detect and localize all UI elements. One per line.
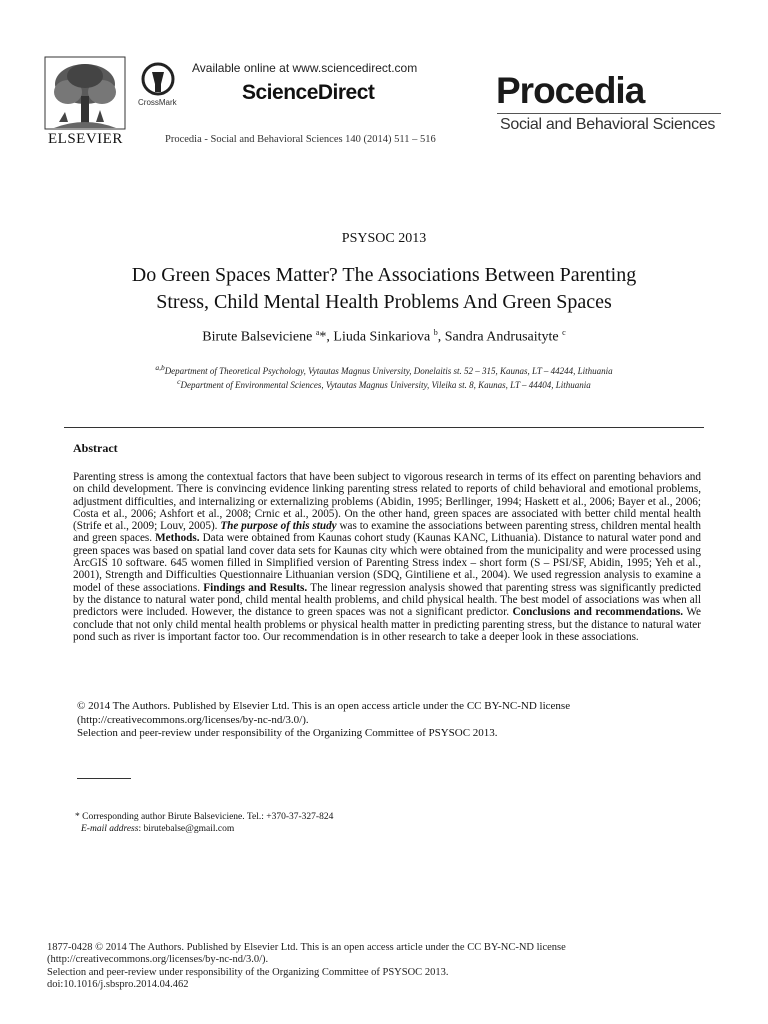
page-footer: [47, 942, 607, 991]
paper-title: [0, 262, 768, 316]
abstract-text-1: Parenting stress is among the contextual factors that have been subject to vigorous research in terms of its effect on parenting behaviors and on child development. There is convincing evidence linking parenting stress related to reports of child behavioral and emotional problems, adjustment difficulties, and internalizing or externalizing problems (Abidin, 1995; Berllinger, 1994; Haskett et al., 2006; Bayer et al., 2006; Costa et al., 2006; Ashfort et al., 2008; Crnic et al., 2005). On the other hand, green spaces are associated with better child mental health (Strife et al., 2009; Louv, 2005).: [73, 471, 701, 533]
author-2-affiliation-mark: b: [433, 328, 438, 337]
abstract-text-5: We conclude that not only child mental health problems or physical health matter in predicting parenting stress, but the distance to natural water pond such as river is important factor too. Our recommendation is in other research to take a deeper look in these associations.: [73, 606, 701, 643]
affiliation-2-text: Department of Environmental Sciences, Vytautas Magnus University, Vileika st. 8, Kaunas, LT – 44404, Lithuania: [180, 380, 591, 390]
procedia-subtitle: Social and Behavioral Sciences: [500, 116, 716, 133]
abstract-text-3: Data were obtained from Kaunas cohort study (Kaunas KANC, Lithuania). Distance to natural water pond and green spaces was based on spatial land cover data sets for Kaunas city which were obtained from the municipality and were processed using ArcGIS 10 software. 645 women filled in Simplified version of Parenting Stress index – short form (S – PSI/SF, Abidin, 1995; Yeh et al., 2001), Strength and Difficulties Questionnaire Lithuanian version (SDQ, Gintiliene et al., 2004). We used regression analysis to examine a model of these associations.: [73, 532, 701, 594]
author-3: Sandra Andrusaityte: [444, 329, 563, 345]
license-line-3: Selection and peer-review under responsibility of the Organizing Committee of PSYSOC 2013.: [77, 727, 498, 739]
abstract-text-4: The linear regression analysis showed that parenting stress was significantly predicted by the distance to natural water pond, child mental health problems, and child physical health. The best model of associations was when all predictors were included. However, the distance to green spaces was not a significant predictor.: [73, 581, 701, 619]
abstract-body: [73, 471, 701, 643]
sciencedirect-logo[interactable]: ScienceDirect: [242, 81, 375, 104]
author-1-affiliation-mark: a: [315, 328, 320, 337]
license-link[interactable]: (http://creativecommons.org/licenses/by-nc-nd/3.0/).: [77, 713, 309, 726]
paper-title-line2: Stress, Child Mental Health Problems And Green Spaces: [156, 291, 612, 313]
affiliation-1-text: Department of Theoretical Psychology, Vytautas Magnus University, Donelaitis st. 52 – 315, Kaunas, LT – 44244, Lithuania: [164, 366, 613, 376]
footer-line-3: Selection and peer-review under responsibility of the Organizing Committee of PSYSOC 2013.: [47, 966, 449, 978]
conference-name: PSYSOC 2013: [341, 231, 427, 246]
license-notice: [77, 700, 677, 741]
elsevier-wordmark: ELSEVIER: [48, 131, 123, 147]
license-line-1: © 2014 The Authors. Published by Elsevier Ltd. This is an open access article under the CC BY-NC-ND license: [77, 700, 571, 712]
footnote-rule: [77, 778, 131, 779]
footer-line-1: 1877-0428 © 2014 The Authors. Published by Elsevier Ltd. This is an open access article under the CC BY-NC-ND license: [47, 942, 566, 953]
corresponding-author-mark: *,: [319, 329, 334, 345]
paper-title-line1: Do Green Spaces Matter? The Associations Between Parenting: [131, 264, 637, 286]
abstract-heading: Abstract: [73, 441, 118, 455]
findings-label: Findings and Results.: [203, 581, 308, 594]
journal-reference: Procedia - Social and Behavioral Sciences 140 (2014) 511 – 516: [165, 134, 436, 145]
affiliation-2-mark: c: [177, 377, 181, 386]
email-label: E-mail address: [81, 824, 139, 834]
corresponding-author-note: * Corresponding author Birute Balseviciene. Tel.: +370-37-327-824: [75, 812, 334, 822]
author-3-affiliation-mark: c: [562, 328, 566, 337]
email-note: [81, 824, 234, 834]
footer-doi[interactable]: doi:10.1016/j.sbspro.2014.04.462: [47, 978, 189, 990]
affiliation-2: [0, 377, 768, 390]
abstract-top-rule: [64, 427, 704, 428]
email-address[interactable]: : birutebalse@gmail.com: [138, 824, 235, 834]
author-2: Liuda Sinkariova: [333, 329, 434, 345]
procedia-divider: [497, 113, 721, 114]
author-1: Birute Balseviciene: [202, 329, 316, 345]
affiliation-1-mark: a,b: [155, 363, 165, 372]
crossmark-label: CrossMark: [138, 98, 177, 107]
footer-license-link[interactable]: (http://creativecommons.org/licenses/by-nc-nd/3.0/).: [47, 954, 269, 966]
author-separator: ,: [437, 329, 445, 345]
methods-label: Methods.: [155, 532, 200, 545]
purpose-label: The purpose of this study: [220, 520, 337, 533]
procedia-logo: Procedia: [496, 70, 645, 111]
available-online-text[interactable]: Available online at www.sciencedirect.com: [192, 61, 418, 75]
conclusions-label: Conclusions and recommendations.: [512, 606, 684, 619]
affiliation-1: [0, 363, 768, 376]
author-list: [0, 328, 768, 346]
abstract-text-2: was to examine the associations between parenting stress, children mental health and green spaces.: [73, 520, 702, 545]
